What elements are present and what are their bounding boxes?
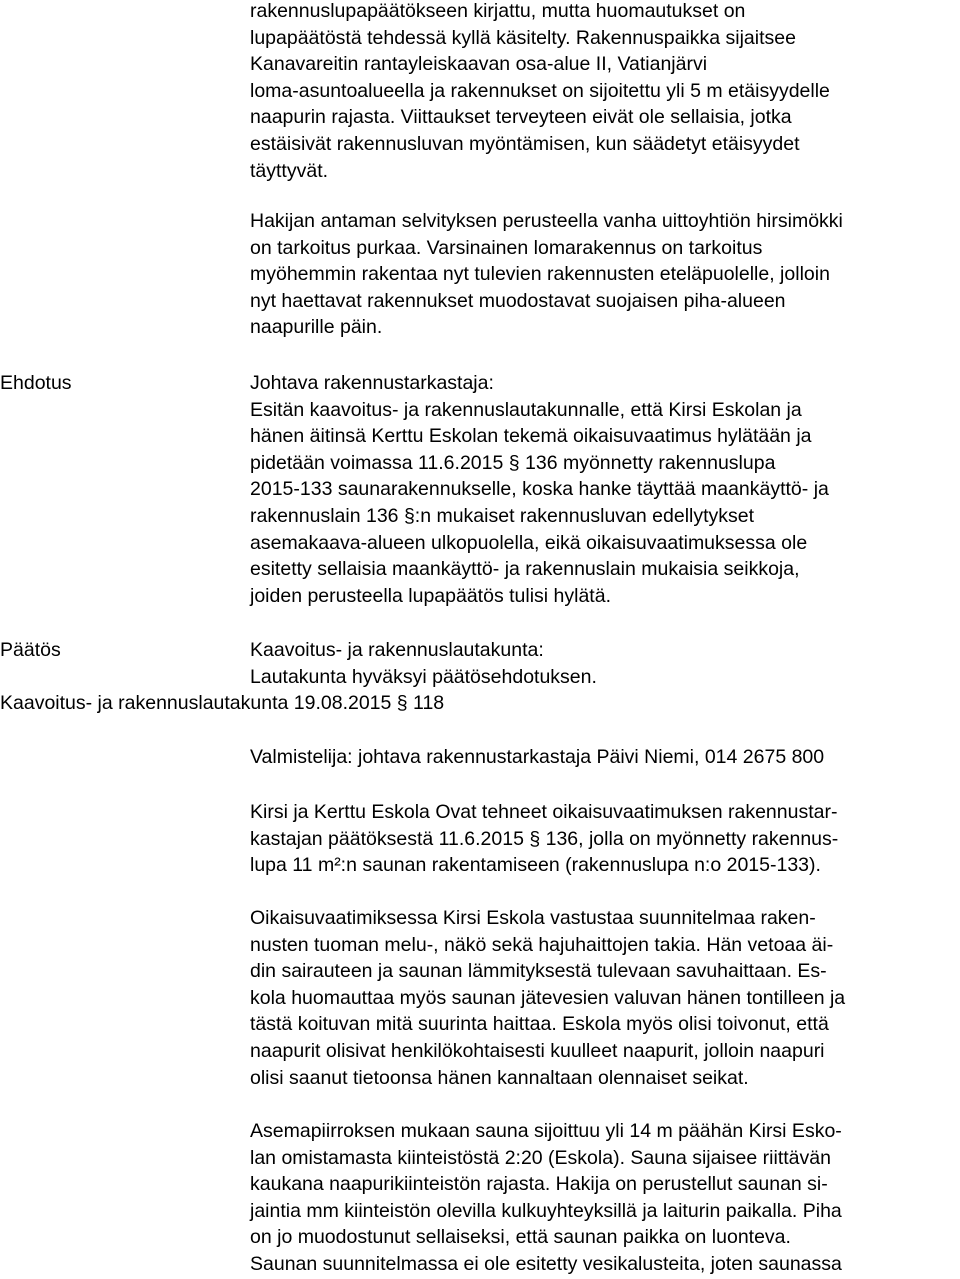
section-label-paatos: Päätös: [0, 639, 61, 661]
text-line: jaintia mm kiinteistön olevilla kulkuyhteyksillä ja laiturin paikalla. Piha: [250, 1199, 842, 1222]
text-line: hänen äitinsä Kerttu Eskolan tekemä oikaisuvaatimus hylätään ja: [250, 425, 812, 448]
text-line: Valmistelija: johtava rakennustarkastaja Päivi Niemi, 014 2675 800: [250, 746, 825, 768]
text-line: kaukana naapurikiinteistön rajasta. Hakija on perustellut saunan si-: [250, 1173, 828, 1196]
text-line: tästä koituvan mitä suurinta haittaa. Eskola myös olisi toivonut, että: [250, 1013, 829, 1036]
text-line: naapurin rajasta. Viittaukset terveyteen eivät ole sellaisia, jotka: [250, 106, 792, 129]
text-line: esitetty sellaisia maankäyttö- ja rakennuslain mukaisia seikkoja,: [250, 558, 800, 581]
text-line: Saunan suunnitelmassa ei ole esitetty vesikalusteita, joten saunassa: [250, 1252, 842, 1275]
text-line: nyt haettavat rakennukset muodostavat suojaisen piha-alueen: [250, 289, 786, 312]
text-line: rakennuslain 136 §:n mukaiset rakennusluvan edellytykset: [250, 504, 755, 527]
text-line: Esitän kaavoitus- ja rakennuslautakunnalle, että Kirsi Eskolan ja: [250, 398, 802, 421]
text-line: Asemapiirroksen mukaan sauna sijoittuu yli 14 m päähän Kirsi Esko-: [250, 1120, 842, 1142]
text-line: on jo muodostunut sellaiseksi, että saunan paikka on luonteva.: [250, 1226, 791, 1249]
text-line: kastajan päätöksestä 11.6.2015 § 136, jolla on myönnetty rakennus-: [250, 827, 839, 850]
text-line: pidetään voimassa 11.6.2015 § 136 myönnetty rakennuslupa: [250, 451, 776, 474]
text-line: Kanavareitin rantayleiskaavan osa-alue II, Vatianjärvi: [250, 53, 708, 76]
paragraph-claim-filed: [250, 799, 958, 879]
text-line: on tarkoitus purkaa. Varsinainen lomarakennus on tarkoitus: [250, 236, 763, 259]
section-label-ehdotus: Ehdotus: [0, 372, 72, 394]
text-line: Lautakunta hyväksyi päätösehdotuksen.: [250, 665, 597, 688]
paragraph-claim-contents: [250, 905, 958, 1091]
text-line: Hakijan antaman selvityksen perusteella vanha uittoyhtiön hirsimökki: [250, 210, 843, 232]
text-line: kola huomauttaa myös saunan jätevesien valuvan hänen tontilleen ja: [250, 986, 846, 1009]
section-body-paatos: [250, 637, 958, 690]
paragraph-site-plan: [250, 1118, 958, 1278]
text-line: lupapäätöstä tehdessä kyllä käsitelty. Rakennuspaikka sijaitsee: [250, 26, 796, 49]
text-line: joiden perusteella lupapäätös tulisi hylätä.: [250, 584, 611, 607]
meeting-heading: Kaavoitus- ja rakennuslautakunta 19.08.2015 § 118: [0, 692, 445, 714]
text-line: Kaavoitus- ja rakennuslautakunta:: [250, 639, 544, 661]
text-line: Kirsi ja Kerttu Eskola Ovat tehneet oikaisuvaatimuksen rakennustar-: [250, 801, 838, 823]
text-line: lan omistamasta kiinteistöstä 2:20 (Eskola). Sauna sijaisee riittävän: [250, 1146, 831, 1169]
text-line: rakennuslupapäätökseen kirjattu, mutta huomautukset on: [250, 0, 746, 22]
text-line: naapurit olisivat henkilökohtaisesti kuulleet naapurit, jolloin naapuri: [250, 1039, 825, 1062]
text-line: nusten tuoman melu-, näkö sekä hajuhaittojen takia. Hän vetoaa äi-: [250, 933, 834, 956]
text-line: myöhemmin rakentaa nyt tulevien rakennusten eteläpuolelle, jolloin: [250, 263, 830, 286]
text-line: olisi saanut tietoonsa hänen kannaltaan olennaiset seikat.: [250, 1066, 749, 1089]
text-line: täyttyvät.: [250, 159, 329, 182]
text-line: Johtava rakennustarkastaja:: [250, 372, 494, 394]
paragraph-preparer: [250, 744, 958, 771]
text-line: loma-asuntoalueella ja rakennukset on sijoitettu yli 5 m etäisyydelle: [250, 79, 830, 102]
text-line: lupa 11 m²:n saunan rakentamiseen (rakennuslupa n:o 2015-133).: [250, 854, 821, 877]
text-line: Oikaisuvaatimiksessa Kirsi Eskola vastustaa suunnitelmaa raken-: [250, 907, 816, 929]
text-line: naapurille päin.: [250, 316, 383, 339]
paragraph-applicant-explanation: [250, 208, 958, 341]
text-line: estäisivät rakennusluvan myöntämisen, kun säädetyt etäisyydet: [250, 132, 800, 155]
text-line: asemakaava-alueen ulkopuolella, eikä oikaisuvaatimuksessa ole: [250, 531, 808, 554]
section-body-ehdotus: [250, 370, 958, 609]
text-line: 2015-133 saunarakennukselle, koska hanke täyttää maankäyttö- ja: [250, 478, 829, 501]
text-line: din sairauteen ja saunan lämmityksestä tulevaan savuhaittaan. Es-: [250, 960, 827, 983]
paragraph-objections-handled: [250, 0, 958, 184]
